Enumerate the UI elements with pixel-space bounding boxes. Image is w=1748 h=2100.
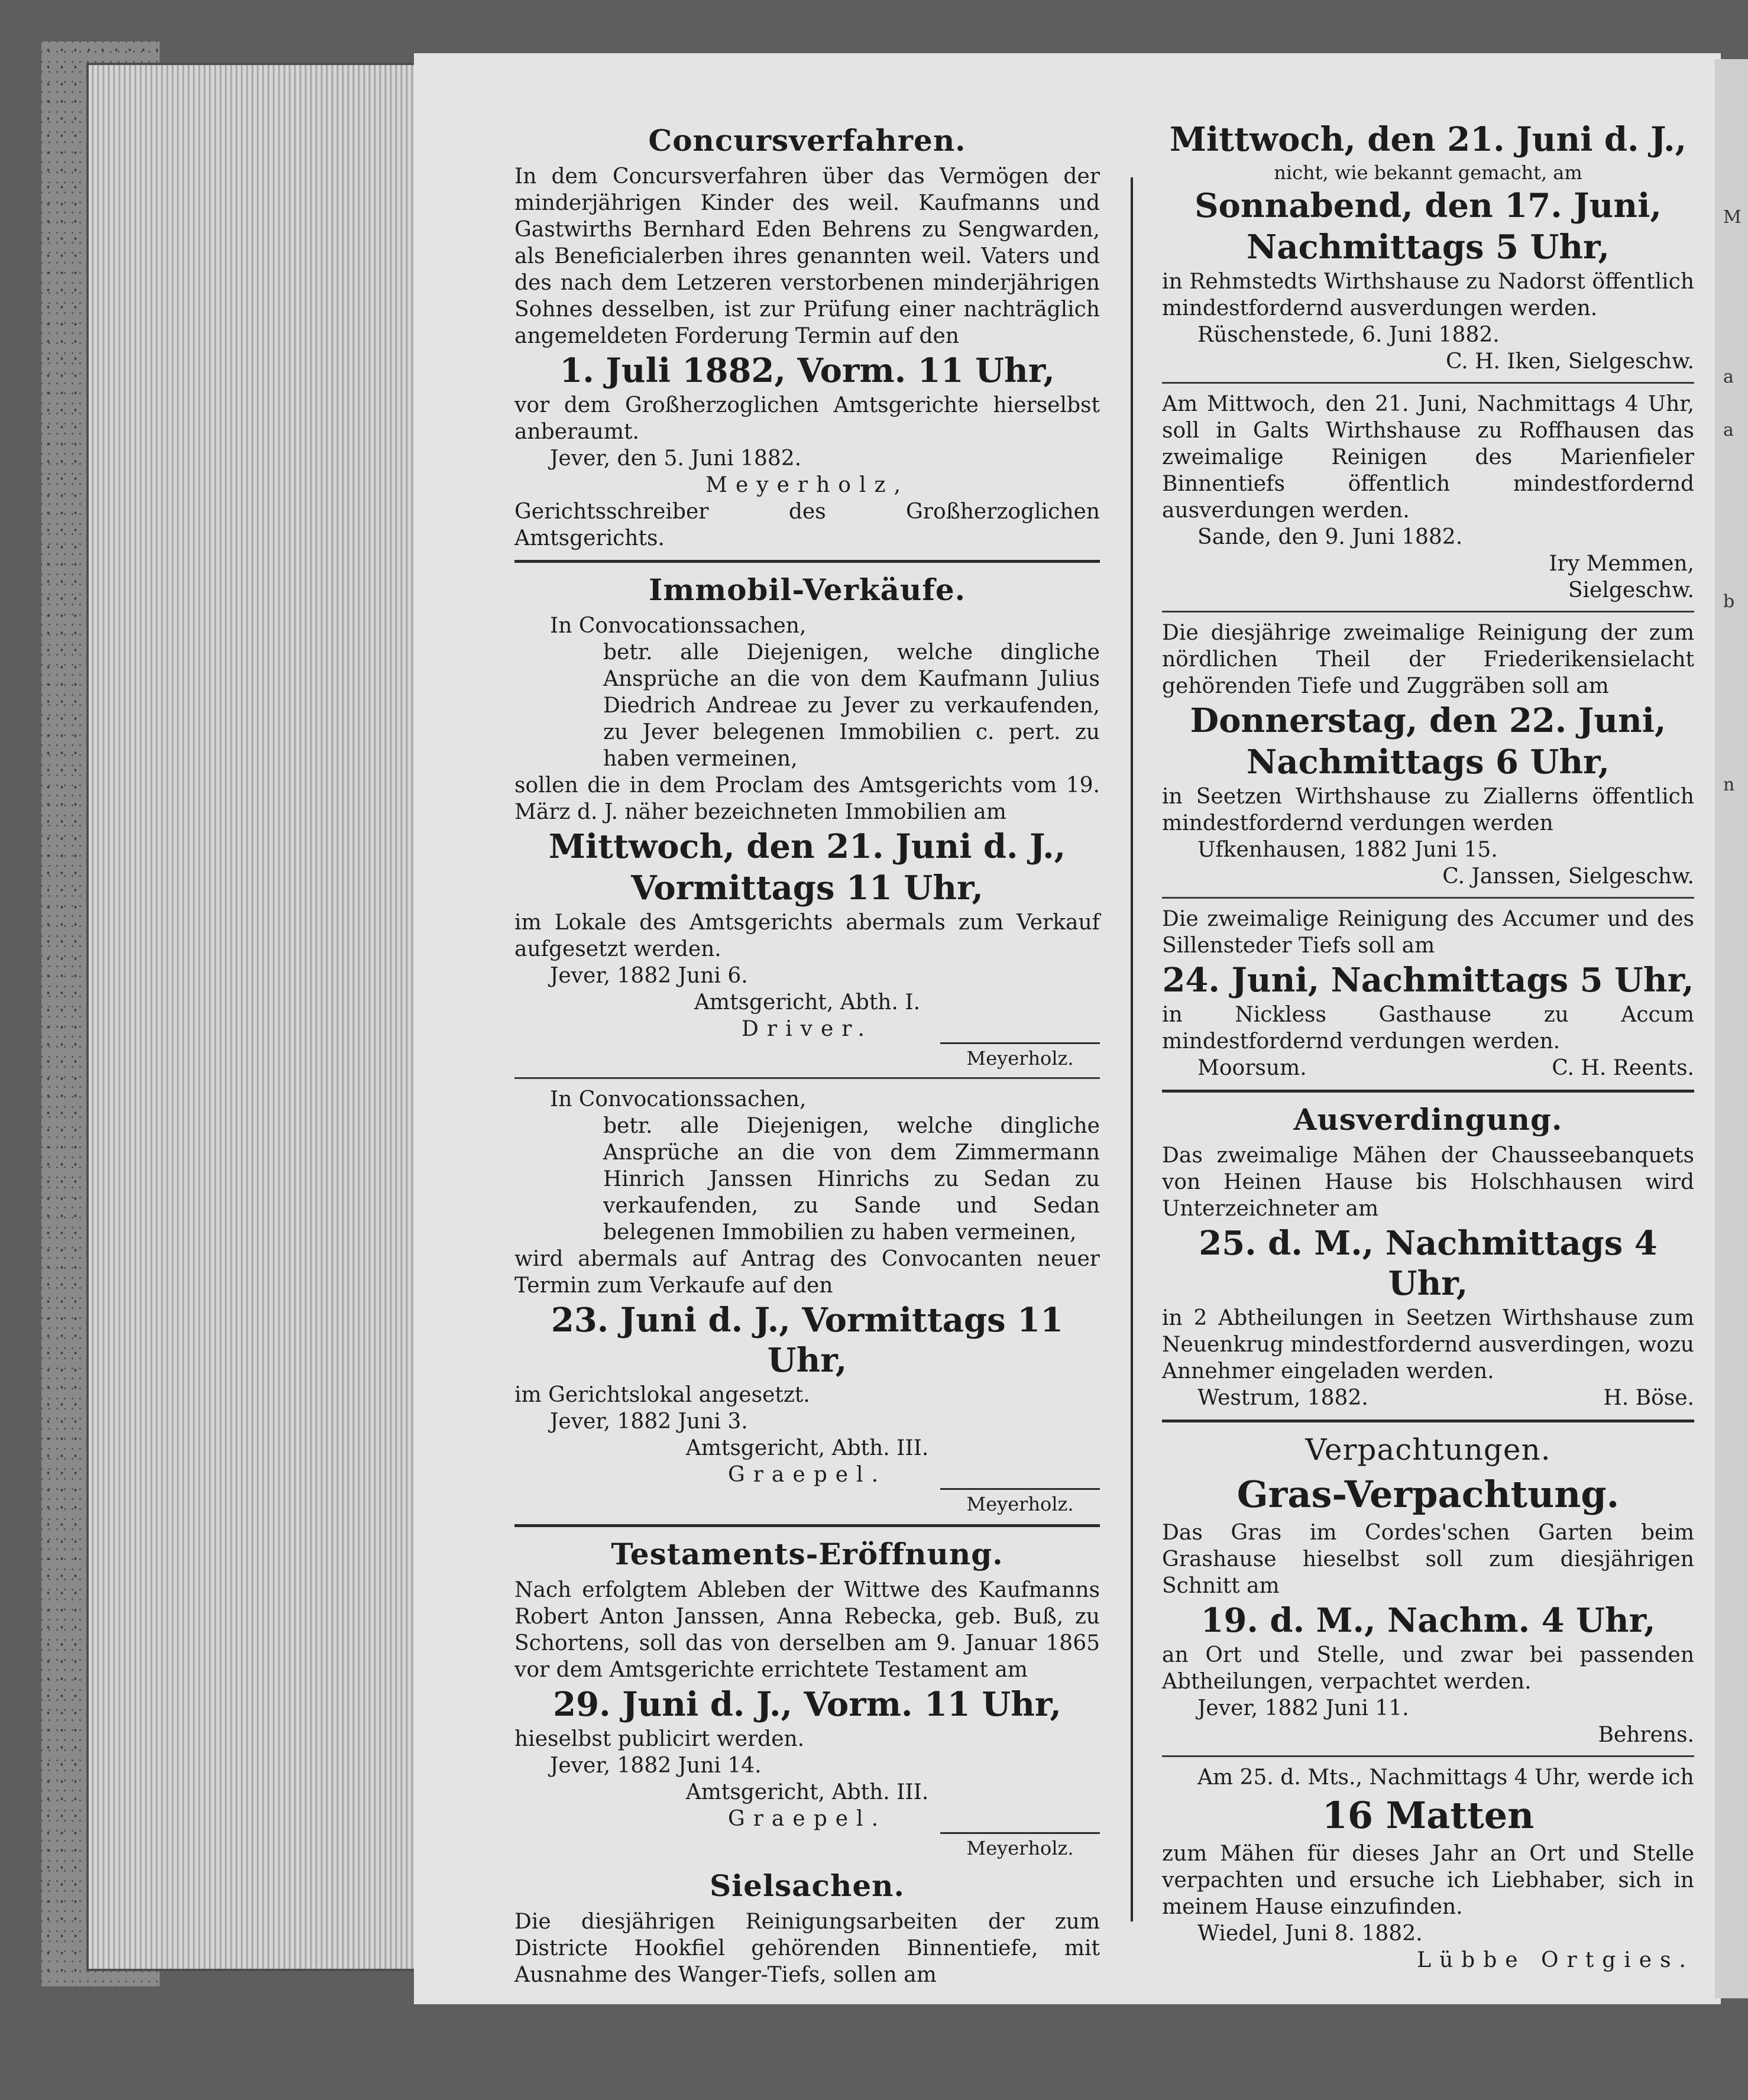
betr: betr. alle Diejenigen, welche dingliche Ansprüche an die von dem Kaufmann Julius Diedrich Andreae zu Jever zu verkaufenden, zu Jever belegenen Immobilien c. pert. zu haben vermeinen, (603, 640, 1100, 771)
intro: Am 25. d. Mts., Nachmittags 4 Uhr, werde ich (1197, 1765, 1694, 1790)
time-line: Nachmittags 5 Uhr, (1247, 228, 1610, 267)
date-line: 1. Juli 1882, Vorm. 11 Uhr, (559, 351, 1055, 390)
notice-testament (514, 1535, 1100, 1860)
signer: Meyerholz, (705, 473, 909, 497)
next-page-edge (1715, 59, 1748, 1998)
body-text: im Gerichtslokal angesetzt. (514, 1383, 810, 1407)
section-rule (1162, 611, 1694, 612)
body-text: Die zweimalige Reinigung des Accumer und des Sillensteder Tiefs soll am (1162, 907, 1694, 958)
section-rule (1162, 1420, 1694, 1422)
notice-verpachtung (1162, 1431, 1694, 1748)
notice-immobil (514, 571, 1100, 1070)
body-text: In dem Concursverfahren über das Vermögen der minderjährigen Kinder des weil. Kaufmanns und Gastwirths Bernhard Eden Behrens zu Sengwarden, als Beneficialerben ihres genannten weil. Vaters und des nach dem Letzeren verstorbenen minderjährigen Sohnes desselben, ist zur Prüfung einer nachträglich angemeldeten Forderung Termin auf den (514, 164, 1100, 348)
judge: Graepel. (727, 1807, 887, 1831)
body-text: Nach erfolgtem Ableben der Wittwe des Kaufmanns Robert Anton Janssen, Anna Rebecka, geb. Buß, zu Schortens, soll das von derselben am 9. Januar 1865 vor dem Amtsgerichte errichtete Testament am (514, 1578, 1100, 1682)
court: Amtsgericht, Abth. III. (685, 1436, 929, 1460)
body-text: Das Gras im Cordes'schen Garten beim Grashause hieselbst soll zum diesjährigen Schnitt am (1162, 1521, 1694, 1598)
heading-large: 16 Matten (1322, 1794, 1535, 1837)
column-divider (1131, 177, 1133, 1921)
date-line: Mittwoch, den 21. Juni d. J., (548, 827, 1066, 866)
body-text: sollen die in dem Proclam des Amtsgerichts vom 19. März d. J. näher bezeichneten Immobilien am (514, 773, 1100, 824)
edge-letter: M (1723, 207, 1741, 228)
heading: Verpachtungen. (1305, 1433, 1551, 1467)
body-text: hieselbst publicirt werden. (514, 1727, 805, 1751)
date-line: 24. Juni, Nachmittags 5 Uhr, (1162, 961, 1694, 1000)
signer: Lübbe Ortgies. (1417, 1948, 1694, 1972)
date-line: 19. d. M., Nachm. 4 Uhr, (1200, 1601, 1656, 1640)
clerk: Meyerholz. (940, 1042, 1100, 1070)
note: nicht, wie bekannt gemacht, am (1274, 161, 1582, 184)
left-column (514, 118, 1100, 1995)
place-date: Sande, den 9. Juni 1882. (1197, 525, 1463, 549)
edge-letter: a (1723, 420, 1734, 440)
signer: C. H. Iken, Sielgeschw. (1446, 349, 1694, 374)
judge: Driver. (742, 1017, 873, 1041)
section-rule (514, 1524, 1100, 1527)
place-date: Jever, 1882 Juni 6. (550, 964, 748, 988)
body-text: in 2 Abtheilungen in Seetzen Wirthshause zum Neuenkrug mindestfordernd ausverdingen, wozu Annehmer eingeladen werden. (1162, 1306, 1694, 1383)
body-text: in Nickless Gasthause zu Accum mindestfordernd verdungen werden. (1162, 1003, 1694, 1054)
body-text: Die diesjährige zweimalige Reinigung der zum nördlichen Theil der Friederikensielacht gehörenden Tiefe und Zuggräben soll am (1162, 621, 1694, 698)
signer: Behrens. (1598, 1723, 1694, 1747)
court: Amtsgericht, Abth. I. (694, 990, 921, 1015)
heading: Immobil-Verkäufe. (648, 572, 966, 607)
signer: H. Böse. (1603, 1386, 1694, 1410)
signer: C. H. Reents. (1552, 1056, 1694, 1080)
heading: Concursverfahren. (648, 123, 966, 158)
time-line: Nachmittags 6 Uhr, (1247, 743, 1610, 782)
body-text: Am Mittwoch, den 21. Juni, Nachmittags 4 Uhr, soll in Galts Wirthshause zu Roffhausen das zweimalige Reinigen des Marienfieler Binnentiefs öffentlich mindestfordernd ausverdungen werden. (1162, 392, 1694, 523)
place-date: Moorsum. (1197, 1056, 1307, 1080)
place-date: Jever, 1882 Juni 3. (550, 1409, 748, 1434)
heading: Sielsachen. (710, 1868, 905, 1903)
date-line: 29. Juni d. J., Vorm. 11 Uhr, (553, 1685, 1061, 1724)
edge-letter: a (1723, 367, 1734, 387)
body-text: Das zweimalige Mähen der Chausseebanquets von Heinen Hause bis Holschhausen wird Unterzeichneter am (1162, 1143, 1694, 1221)
signer-title: Sielgeschw. (1568, 578, 1694, 602)
section-rule (514, 1077, 1100, 1079)
notice-convocation (514, 1086, 1100, 1516)
body-text: in Rehmstedts Wirthshause zu Nadorst öffentlich mindestfordernd ausverdungen werden. (1162, 270, 1694, 320)
body-text: in Seetzen Wirthshause zu Ziallerns öffentlich mindestfordernd verdungen werden (1162, 785, 1694, 835)
intro: In Convocationssachen, (550, 1087, 807, 1111)
body-text: an Ort und Stelle, und zwar bei passenden Abtheilungen, verpachtet werden. (1162, 1643, 1694, 1694)
right-column (1162, 118, 1694, 1981)
date-line: Sonnabend, den 17. Juni, (1195, 186, 1662, 225)
heading-large: Gras-Verpachtung. (1236, 1473, 1620, 1516)
section-rule (1162, 897, 1694, 899)
heading: Ausverdingung. (1293, 1102, 1563, 1137)
body-text: zum Mähen für dieses Jahr an Ort und Stelle verpachten und ersuche ich Liebhaber, sich in meinem Hause einzufinden. (1162, 1842, 1694, 1919)
notice-ausverdingung (1162, 1101, 1694, 1411)
clerk: Meyerholz. (940, 1488, 1100, 1516)
notice-concurs (514, 122, 1100, 552)
notice-sande (1162, 391, 1694, 604)
court: Amtsgericht, Abth. III. (685, 1780, 929, 1804)
body-text: Die diesjährigen Reinigungsarbeiten der zum Districte Hookfiel gehörenden Binnentiefe, mit Ausnahme des Wanger-Tiefs, sollen am (514, 1910, 1100, 1987)
date-line: 25. d. M., Nachmittags 4 Uhr, (1199, 1224, 1658, 1303)
edge-letter: n (1723, 774, 1735, 795)
signer-title: Gerichtsschreiber des Großherzoglichen Amtsgerichts. (514, 500, 1100, 550)
edge-letter: b (1723, 591, 1735, 612)
place-date: Ufkenhausen, 1882 Juni 15. (1197, 838, 1498, 862)
judge: Graepel. (727, 1463, 887, 1487)
time-line: Vormittags 11 Uhr, (631, 868, 983, 908)
section-rule (1162, 382, 1694, 384)
section-rule (1162, 1090, 1694, 1093)
place-date: Rüschenstede, 6. Juni 1882. (1197, 323, 1500, 347)
clerk: Meyerholz. (940, 1832, 1100, 1860)
section-rule (1162, 1755, 1694, 1757)
notice-accum (1162, 906, 1694, 1081)
place-date: Jever, 1882 Juni 14. (550, 1754, 762, 1778)
date-line: 23. Juni d. J., Vormittags 11 Uhr, (551, 1301, 1064, 1380)
section-rule (514, 560, 1100, 563)
date-line: Mittwoch, den 21. Juni d. J., (1169, 120, 1687, 159)
notice-matten (1162, 1764, 1694, 1973)
signer: C. Janssen, Sielgeschw. (1442, 864, 1694, 889)
heading: Testaments-Eröffnung. (611, 1537, 1004, 1571)
page-edges (89, 65, 420, 1969)
intro: In Convocationssachen, (550, 614, 807, 638)
signer: Iry Memmen, (1549, 552, 1694, 576)
notice-rehmstedt (1162, 119, 1694, 375)
body-text: wird abermals auf Antrag des Convocanten neuer Termin zum Verkaufe auf den (514, 1247, 1100, 1298)
betr: betr. alle Diejenigen, welche dingliche Ansprüche an die von dem Zimmermann Hinrich Janssen Hinrichs zu Sedan zu verkaufenden, zu Sande und Sedan belegenen Immobilien zu haben vermeinen, (603, 1114, 1100, 1245)
place-date: Wiedel, Juni 8. 1882. (1197, 1921, 1423, 1946)
body-text: im Lokale des Amtsgerichts abermals zum Verkauf aufgesetzt werden. (514, 910, 1100, 961)
place-signer-row (1162, 1055, 1694, 1081)
notice-friederiken (1162, 620, 1694, 890)
body-text: vor dem Großherzoglichen Amtsgerichte hierselbst anberaumt. (514, 393, 1100, 444)
notice-sielsachen (514, 1867, 1100, 1988)
place-date: Jever, den 5. Juni 1882. (550, 446, 802, 471)
date-line: Donnerstag, den 22. Juni, (1190, 701, 1666, 740)
place-date: Jever, 1882 Juni 11. (1197, 1696, 1409, 1720)
place-signer-row (1162, 1385, 1694, 1411)
place-date: Westrum, 1882. (1197, 1386, 1368, 1410)
